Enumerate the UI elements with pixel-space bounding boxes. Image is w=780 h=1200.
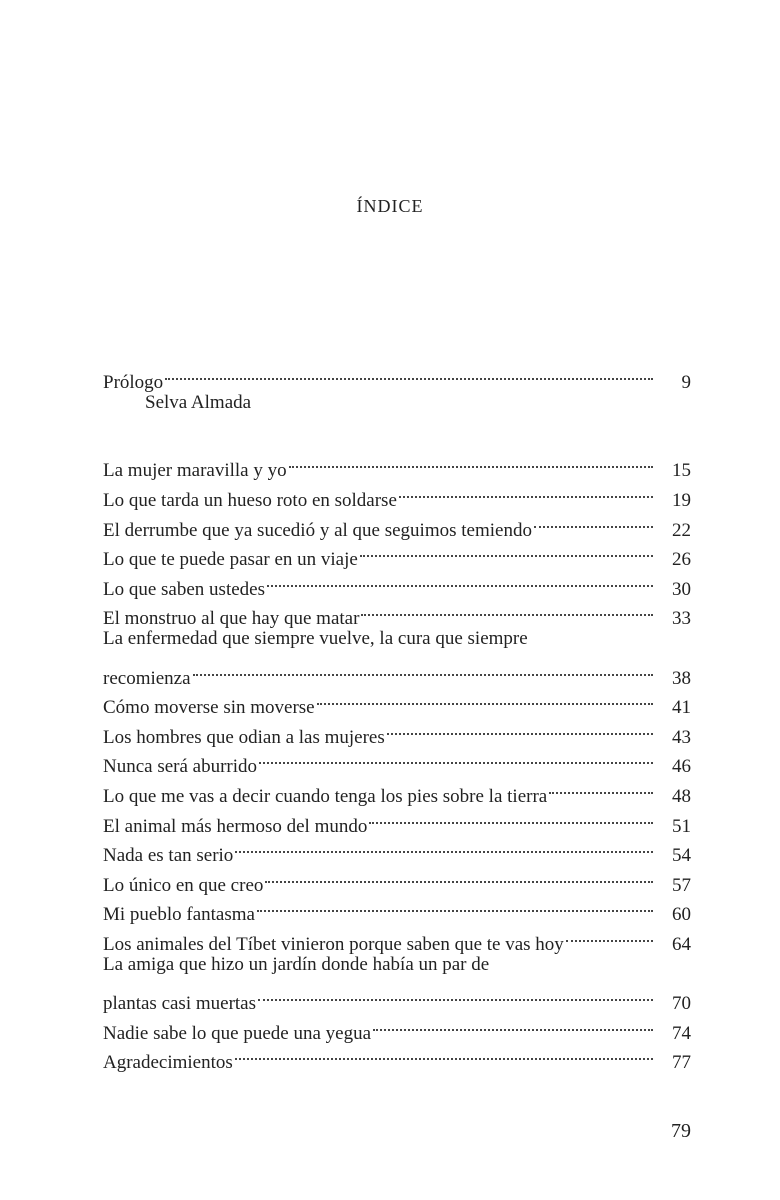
- toc-entry-label: Lo que tarda un hueso roto en soldarse: [103, 489, 397, 511]
- dot-leader: [257, 891, 653, 921]
- toc-entry-label: Nunca será aburrido: [103, 756, 258, 778]
- toc-entry[interactable]: [103, 447, 691, 482]
- toc-entry-prologue[interactable]: [103, 358, 691, 393]
- dot-leader: [373, 1009, 653, 1039]
- toc-entry-page: 48: [672, 785, 691, 807]
- prologue-author: Selva Almada: [145, 391, 252, 413]
- toc-entry-label: La enfermedad que siempre vuelve, la cura que siempre: [103, 628, 528, 650]
- toc-entry-page: 46: [672, 756, 691, 778]
- dot-leader: [258, 979, 653, 1009]
- toc-entry-label: recomienza: [103, 667, 191, 689]
- toc-entry-page: 74: [672, 1022, 691, 1044]
- dot-leader: [235, 832, 653, 862]
- dot-leader: [259, 743, 653, 773]
- toc-entry-label: El derrumbe que ya sucedió y al que seguimos temiendo: [103, 519, 532, 541]
- toc-entry-label: Nadie sabe lo que puede una yegua: [103, 1022, 372, 1044]
- toc-entry-label: Los hombres que odian a las mujeres: [103, 726, 385, 748]
- dot-leader: [566, 920, 653, 950]
- dot-leader: [549, 772, 653, 802]
- toc-entry-label: Nada es tan serio: [103, 845, 234, 867]
- dot-leader: [265, 861, 653, 891]
- toc-entry-page: 60: [672, 904, 691, 926]
- dot-leader: [387, 713, 653, 743]
- toc-entry-page: 70: [672, 993, 691, 1015]
- toc-entry[interactable]: [103, 654, 691, 689]
- toc-entry-page: 64: [672, 933, 691, 955]
- table-of-contents: [103, 358, 691, 1074]
- dot-leader: [361, 595, 653, 625]
- toc-entry-label: Lo que te puede pasar en un viaje: [103, 549, 358, 571]
- dot-leader: [193, 654, 653, 684]
- toc-entry-page: 43: [672, 726, 691, 748]
- toc-entry[interactable]: [103, 684, 691, 719]
- toc-entry-label-line1[interactable]: [103, 624, 691, 654]
- page-title: ÍNDICE: [356, 196, 424, 216]
- toc-entry-label: El animal más hermoso del mundo: [103, 815, 368, 837]
- toc-entry-label: Cómo moverse sin moverse: [103, 697, 315, 719]
- dot-leader: [289, 447, 653, 477]
- toc-entry-label: Prólogo: [103, 371, 164, 393]
- toc-entry-page: 15: [672, 460, 691, 482]
- toc-entry-page: 51: [672, 815, 691, 837]
- toc-entry-page: 26: [672, 549, 691, 571]
- toc-entry-label: La amiga que hizo un jardín donde había un par de: [103, 953, 490, 975]
- toc-entry-label: Lo que me vas a decir cuando tenga los pies sobre la tierra: [103, 785, 548, 807]
- toc-entry-label: La mujer maravilla y yo: [103, 460, 287, 482]
- toc-entry-label: Mi pueblo fantasma: [103, 904, 255, 926]
- toc-entry-label: Los animales del Tíbet vinieron porque saben que te vas hoy: [103, 933, 564, 955]
- toc-entry-page: 9: [681, 371, 691, 393]
- toc-entry-page: 22: [672, 519, 691, 541]
- toc-entry-label: Lo que saben ustedes: [103, 578, 265, 600]
- toc-entry-label: Agradecimientos: [103, 1052, 233, 1074]
- toc-entry-label: El monstruo al que hay que matar: [103, 608, 360, 630]
- toc-entry-page: 30: [672, 578, 691, 600]
- dot-leader: [399, 476, 653, 506]
- toc-entry-label-line1[interactable]: [103, 950, 691, 980]
- dot-leader: [165, 358, 653, 388]
- toc-entry-label: Lo único en que creo: [103, 874, 264, 896]
- spacer: [103, 417, 691, 447]
- toc-entry-page: 57: [672, 874, 691, 896]
- toc-entry-page: 41: [672, 697, 691, 719]
- toc-entry-page: 33: [672, 608, 691, 630]
- dot-leader: [267, 565, 653, 595]
- toc-entries: [103, 447, 691, 1074]
- dot-leader: [235, 1039, 653, 1069]
- toc-entry-page: 54: [672, 845, 691, 867]
- toc-entry-page: 77: [672, 1052, 691, 1074]
- dot-leader: [534, 506, 653, 536]
- dot-leader: [360, 536, 653, 566]
- dot-leader: [317, 684, 653, 714]
- toc-entry[interactable]: [103, 979, 691, 1015]
- toc-entry-page: 19: [672, 489, 691, 511]
- dot-leader: [369, 802, 653, 832]
- page-number: 79: [671, 1120, 691, 1142]
- toc-entry-label: plantas casi muertas: [103, 993, 257, 1015]
- toc-entry-page: 38: [672, 667, 691, 689]
